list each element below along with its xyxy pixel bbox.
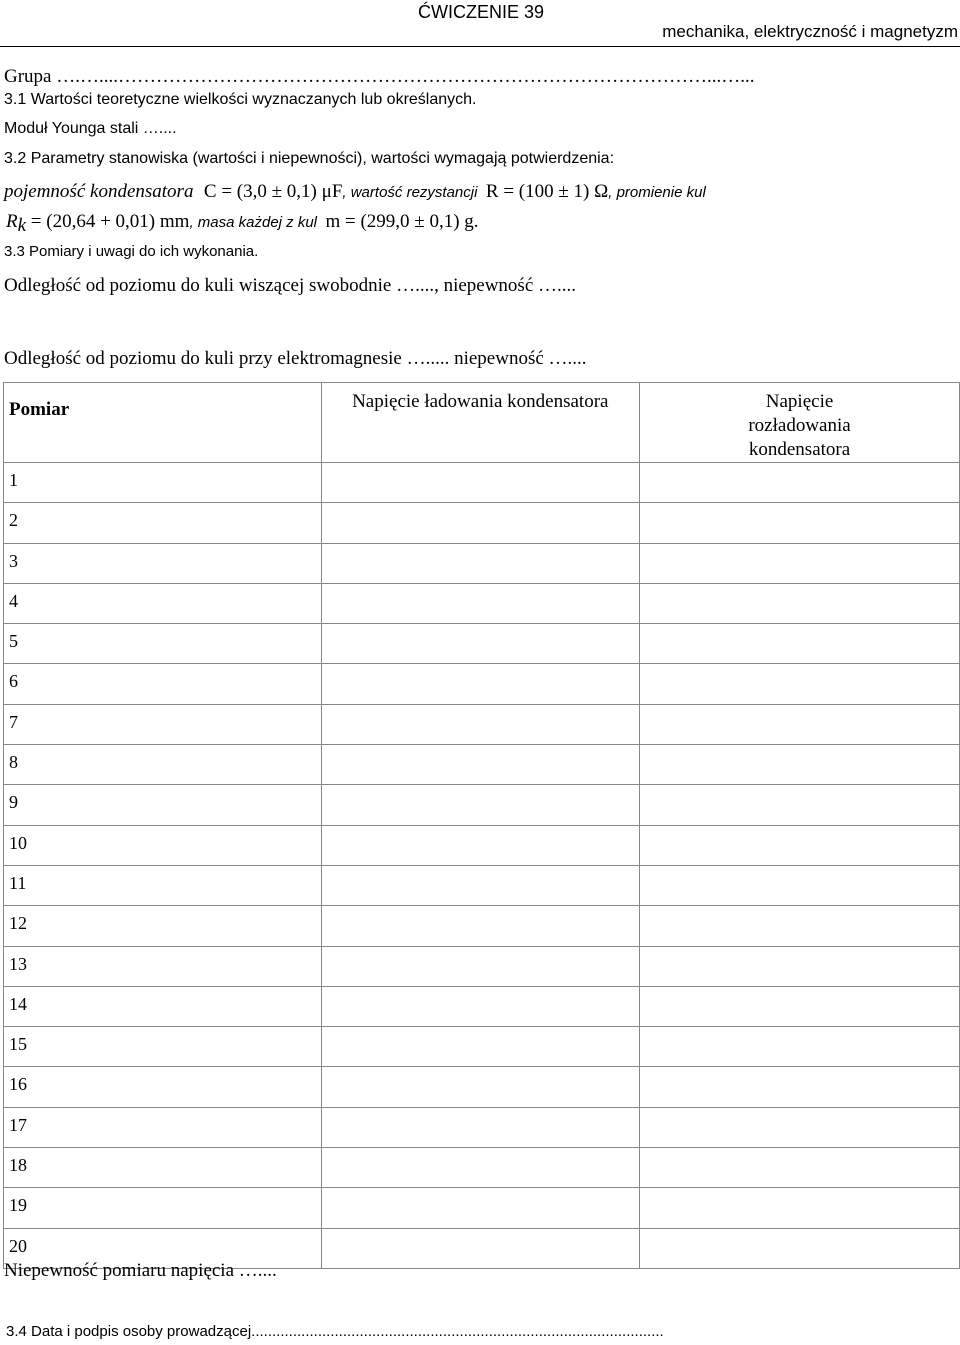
charging-voltage-cell[interactable]: [321, 1107, 640, 1147]
header-charging-voltage: Napięcie ładowania kondensatora: [352, 391, 609, 412]
charging-voltage-cell[interactable]: [321, 704, 640, 744]
table-row: [4, 1067, 960, 1107]
section-3-1: 3.1 Wartości teoretyczne wielkości wyznaczanych lub określanych.: [4, 91, 477, 108]
discharging-voltage-cell[interactable]: [640, 664, 960, 704]
row-number-cell: [4, 986, 322, 1026]
table-row: [4, 624, 960, 664]
row-number: 4: [9, 590, 18, 611]
discharging-voltage-cell[interactable]: [640, 1148, 960, 1188]
radius-label: , promienie kul: [608, 184, 706, 201]
discharging-voltage-cell[interactable]: [640, 785, 960, 825]
charging-voltage-cell[interactable]: [321, 1228, 640, 1268]
header-pomiar: Pomiar: [9, 399, 70, 420]
row-number-cell: [4, 624, 322, 664]
row-number-cell: [4, 543, 322, 583]
mass-formula: m = (299,0 ± 0,1) g: [325, 211, 474, 232]
discharging-voltage-cell[interactable]: [640, 1188, 960, 1228]
header-discharging-voltage: Napięcie rozładowania kondensatora: [748, 391, 851, 460]
section-3-3: 3.3 Pomiary i uwagi do ich wykonania.: [4, 243, 259, 260]
row-number-cell: [4, 946, 322, 986]
row-number-cell: [4, 1188, 322, 1228]
resistance-formula: R = (100 ± 1) Ω: [485, 181, 609, 202]
row-number: 17: [9, 1114, 27, 1135]
resistance-label: , wartość rezystancji: [342, 184, 478, 201]
table-row: [4, 583, 960, 623]
charging-voltage-cell[interactable]: [321, 825, 640, 865]
row-number-cell: [4, 1067, 322, 1107]
row-number: 12: [9, 913, 27, 934]
row-number-cell: [4, 463, 322, 503]
charging-voltage-cell[interactable]: [321, 1148, 640, 1188]
charging-voltage-cell[interactable]: [321, 1188, 640, 1228]
row-number: 14: [9, 993, 27, 1014]
parameters-line-2: [6, 211, 479, 237]
row-number: 8: [9, 752, 18, 773]
discharging-voltage-cell[interactable]: [640, 463, 960, 503]
distance-magnet-line: Odległość od poziomu do kuli przy elektromagnesie …..... niepewność …....: [4, 348, 587, 369]
row-number: 2: [9, 510, 18, 531]
discharging-voltage-cell[interactable]: [640, 704, 960, 744]
charging-voltage-cell[interactable]: [321, 624, 640, 664]
discharging-voltage-cell[interactable]: [640, 745, 960, 785]
charging-voltage-cell[interactable]: [321, 1067, 640, 1107]
table-row: [4, 865, 960, 905]
header-cell-pomiar: [4, 383, 322, 463]
table-row: [4, 463, 960, 503]
header-cell-charging: [321, 383, 640, 463]
charging-voltage-cell[interactable]: [321, 745, 640, 785]
row-number-cell: [4, 503, 322, 543]
row-number-cell: [4, 704, 322, 744]
table-row: [4, 704, 960, 744]
row-number: 5: [9, 631, 18, 652]
row-number: 1: [9, 470, 18, 490]
discharging-voltage-cell[interactable]: [640, 1027, 960, 1067]
voltage-uncertainty-line: Niepewność pomiaru napięcia …....: [4, 1260, 277, 1281]
discharging-voltage-cell[interactable]: [640, 583, 960, 623]
table-row: [4, 543, 960, 583]
row-number-cell: [4, 825, 322, 865]
charging-voltage-cell[interactable]: [321, 503, 640, 543]
row-number: 18: [9, 1155, 27, 1176]
row-number: 19: [9, 1195, 27, 1216]
row-number: 3: [9, 550, 18, 571]
table-row: [4, 825, 960, 865]
row-number-cell: [4, 664, 322, 704]
row-number: 10: [9, 832, 27, 853]
table-row: [4, 946, 960, 986]
row-number: 7: [9, 711, 18, 732]
radius-symbol: R: [6, 211, 18, 232]
mass-end: .: [473, 211, 479, 232]
table-row: [4, 906, 960, 946]
table-row: [4, 745, 960, 785]
section-3-2: 3.2 Parametry stanowiska (wartości i niepewności), wartości wymagają potwierdzenia:: [4, 150, 615, 167]
discharging-voltage-cell[interactable]: [640, 865, 960, 905]
row-number: 13: [9, 953, 27, 974]
charging-voltage-cell[interactable]: [321, 946, 640, 986]
table-row: [4, 1188, 960, 1228]
row-number: 16: [9, 1074, 27, 1095]
section-3-4: 3.4 Data i podpis osoby prowadzącej...................................................................................................: [6, 1323, 664, 1340]
charging-voltage-cell[interactable]: [321, 463, 640, 503]
page-subtitle: mechanika, elektryczność i magnetyzm: [662, 22, 958, 41]
row-number-cell: [4, 865, 322, 905]
capacitance-label: pojemność kondensatora: [4, 181, 194, 202]
row-number: 11: [9, 872, 27, 893]
radius-subscript: k: [17, 215, 27, 237]
capacitance-formula: C = (3,0 ± 0,1) μF: [203, 181, 343, 202]
table-row: [4, 1148, 960, 1188]
row-number-cell: [4, 906, 322, 946]
table-row: [4, 664, 960, 704]
row-number-cell: [4, 583, 322, 623]
page-title: ĆWICZENIE 39: [418, 2, 545, 22]
charging-voltage-cell[interactable]: [321, 664, 640, 704]
radius-formula: = (20,64 + 0,01) mm: [26, 211, 190, 232]
row-number-cell: [4, 1148, 322, 1188]
group-line: Grupa ….…....…………………………………………………………………………………...…...: [4, 66, 755, 87]
table-header-row: [4, 383, 960, 463]
row-number: 20: [9, 1235, 27, 1256]
table-row: [4, 986, 960, 1026]
charging-voltage-cell[interactable]: [321, 583, 640, 623]
discharging-voltage-cell[interactable]: [640, 1107, 960, 1147]
charging-voltage-cell[interactable]: [321, 1027, 640, 1067]
parameters-line-1: [4, 181, 706, 203]
discharging-voltage-cell[interactable]: [640, 1228, 960, 1268]
row-number-cell: [4, 1107, 322, 1147]
header-cell-discharging: [640, 383, 960, 463]
row-number-cell: [4, 745, 322, 785]
charging-voltage-cell[interactable]: [321, 865, 640, 905]
discharging-voltage-cell[interactable]: [640, 906, 960, 946]
discharging-voltage-cell[interactable]: [640, 503, 960, 543]
distance-free-line: Odległość od poziomu do kuli wiszącej swobodnie …...., niepewność …....: [4, 275, 577, 296]
table-row: [4, 1027, 960, 1067]
row-number: 15: [9, 1034, 27, 1055]
charging-voltage-cell[interactable]: [321, 785, 640, 825]
charging-voltage-cell[interactable]: [321, 986, 640, 1026]
table-row: [4, 785, 960, 825]
row-number: 6: [9, 671, 18, 692]
row-number-cell: [4, 785, 322, 825]
charging-voltage-cell[interactable]: [321, 906, 640, 946]
table-row: [4, 1107, 960, 1147]
discharging-voltage-cell[interactable]: [640, 986, 960, 1026]
table-row: [4, 503, 960, 543]
discharging-voltage-cell[interactable]: [640, 946, 960, 986]
charging-voltage-cell[interactable]: [321, 543, 640, 583]
discharging-voltage-cell[interactable]: [640, 1067, 960, 1107]
row-number-cell: [4, 1027, 322, 1067]
measurement-table: [3, 382, 960, 1269]
discharging-voltage-cell[interactable]: [640, 624, 960, 664]
row-number: 9: [9, 792, 18, 813]
young-modulus-line: Moduł Younga stali …....: [4, 120, 177, 137]
discharging-voltage-cell[interactable]: [640, 543, 960, 583]
discharging-voltage-cell[interactable]: [640, 825, 960, 865]
header-divider: [0, 46, 960, 47]
mass-label: , masa każdej z kul: [189, 214, 318, 231]
